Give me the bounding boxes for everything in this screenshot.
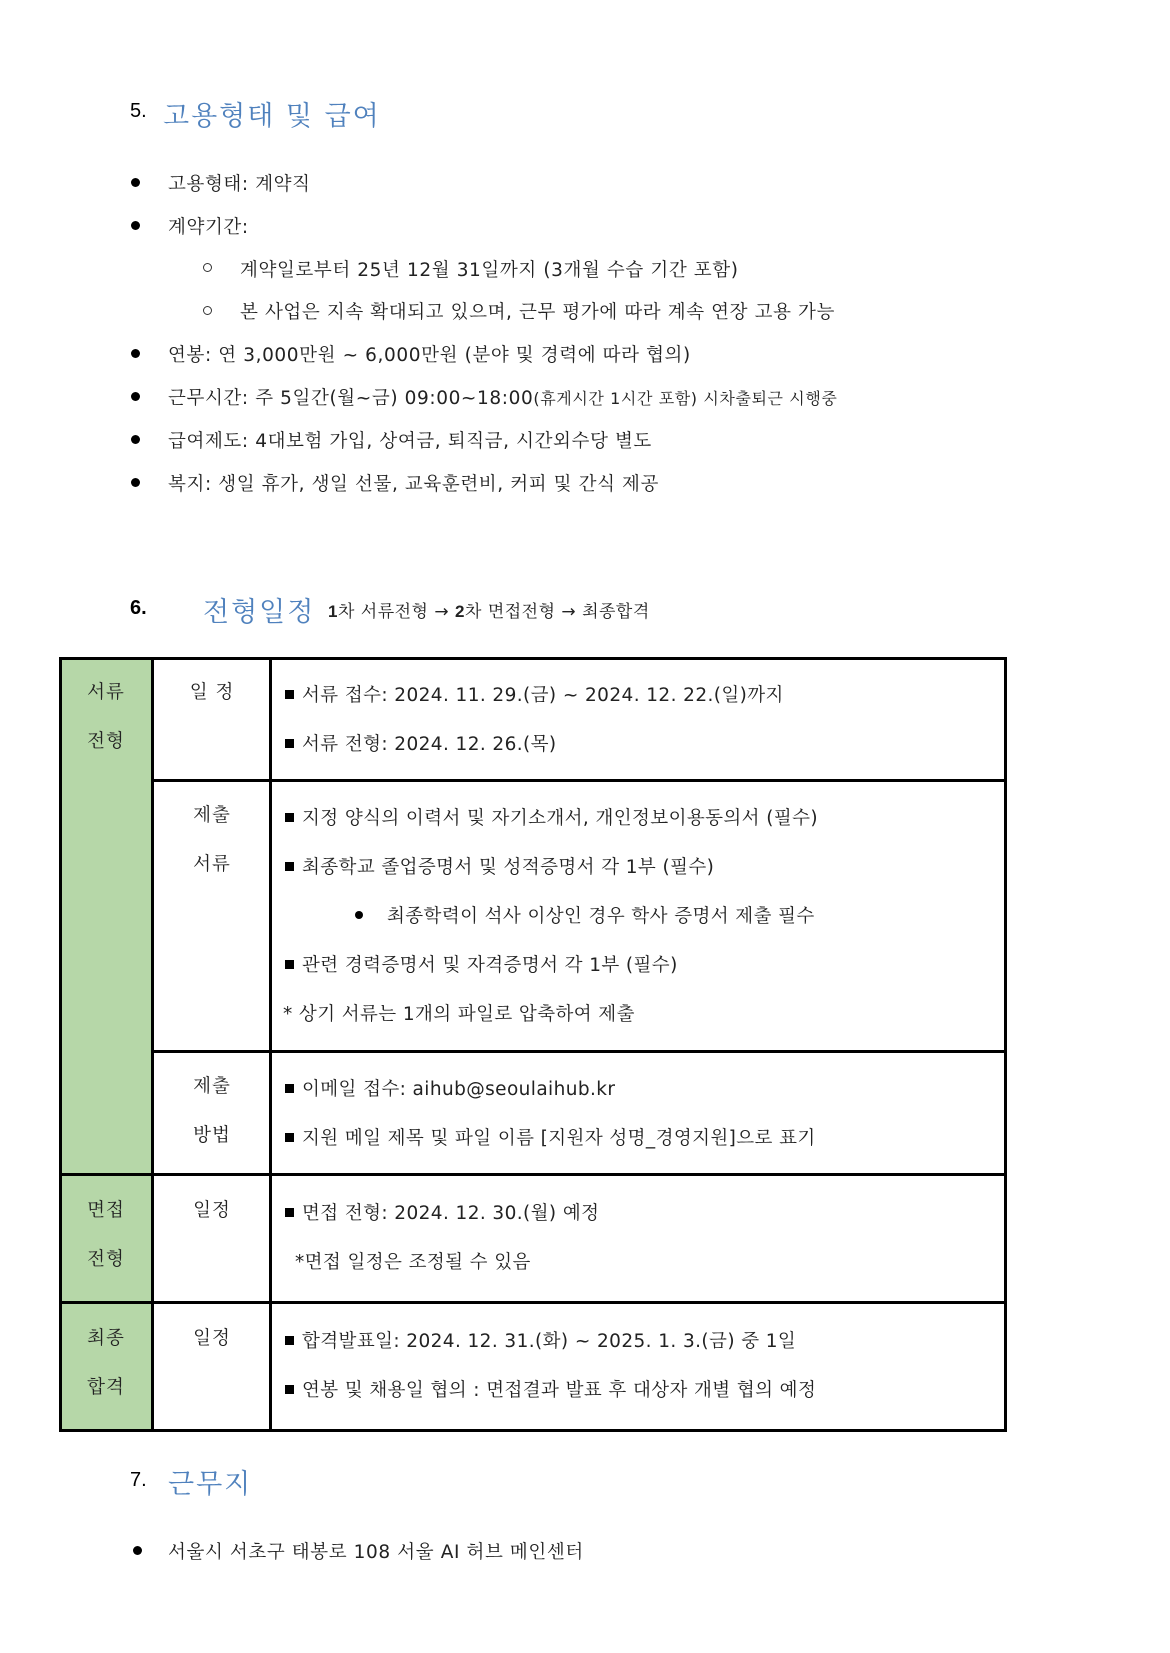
bullet-icon — [131, 392, 140, 401]
sub-documents — [153, 791, 271, 889]
category-final — [59, 1314, 153, 1412]
bullet-icon — [131, 349, 140, 358]
table-border — [1004, 657, 1007, 1432]
sub-label: 일 정 — [189, 682, 235, 703]
square-bullet-icon — [285, 1336, 294, 1345]
square-bullet-icon — [285, 813, 294, 822]
line-text: 합격발표일: 2024. 12. 31.(화) ~ 2025. 1. 3.(금) 중 1일 — [302, 1331, 797, 1352]
category-label: 서류 — [87, 682, 125, 703]
line-text: 서류 전형: 2024. 12. 26.(목) — [302, 734, 557, 755]
bullet-icon — [131, 478, 140, 487]
line-text: 연봉 및 채용일 협의 : 면접결과 발표 후 대상자 개별 협의 예정 — [302, 1380, 817, 1401]
item-label: 급여제도: — [168, 431, 249, 452]
item-label: 복지: — [168, 474, 212, 495]
table-row-line — [285, 1376, 816, 1402]
sub-label: 제출 — [193, 805, 231, 826]
bullet-icon — [131, 221, 140, 230]
item-value: 연 3,000만원 ~ 6,000만원 (분야 및 경력에 따라 협의) — [211, 345, 691, 366]
table-row-line — [285, 681, 784, 707]
sub-schedule — [153, 668, 271, 717]
line-text: 면접 전형: 2024. 12. 30.(월) 예정 — [302, 1203, 600, 1224]
sub-method — [153, 1062, 271, 1160]
sub-label: 일정 — [193, 1328, 231, 1349]
table-border — [59, 657, 1007, 660]
selection-flow — [328, 597, 650, 622]
item-label: 고용형태: — [168, 174, 249, 195]
hollow-bullet-icon — [203, 306, 212, 315]
line-text: 이메일 접수: aihub@seoulaihub.kr — [302, 1079, 616, 1100]
step-2-number: 2 — [455, 602, 466, 621]
sub-list-item: 본 사업은 지속 확대되고 있으며, 근무 평가에 따라 계속 연장 고용 가능 — [240, 302, 835, 323]
list-item-working-hours — [168, 384, 837, 410]
sub-label: 일정 — [193, 1200, 231, 1221]
category-label: 합격 — [87, 1377, 125, 1398]
square-bullet-icon — [285, 1208, 294, 1217]
item-note: (휴게시간 1시간 포함) 시차출퇴근 시행중 — [533, 389, 838, 408]
line-text: 최종학교 졸업증명서 및 성적증명서 각 1부 (필수) — [302, 857, 715, 878]
line-text: 관련 경력증명서 및 자격증명서 각 1부 (필수) — [302, 955, 678, 976]
item-value: 주 5일간(월~금) 09:00~18:00 — [248, 388, 534, 409]
table-divider — [151, 779, 1007, 782]
table-divider — [59, 1173, 1007, 1176]
table-row-line — [285, 1199, 599, 1225]
table-border — [59, 1429, 1007, 1432]
item-label: 근무시간: — [168, 388, 249, 409]
line-text: 지원 메일 제목 및 파일 이름 [지원자 성명_경영지원]으로 표기 — [302, 1128, 816, 1149]
table-row-line — [285, 951, 678, 977]
item-value: 4대보험 가입, 상여금, 퇴직금, 시간외수당 별도 — [248, 431, 652, 452]
line-text: 지정 양식의 이력서 및 자기소개서, 개인정보이용동의서 (필수) — [302, 808, 818, 829]
square-bullet-icon — [285, 862, 294, 871]
section-7-title: 근무지 — [168, 1469, 253, 1500]
section-7-number: 7. — [130, 1469, 147, 1491]
category-interview — [59, 1186, 153, 1284]
table-row-line — [285, 1075, 615, 1101]
sub-label: 서류 — [193, 854, 231, 875]
square-bullet-icon — [285, 1084, 294, 1093]
item-value: 계약직 — [248, 174, 311, 195]
table-border — [59, 657, 62, 1432]
list-item-pay-system — [168, 427, 652, 453]
step-1-number: 1 — [328, 602, 338, 621]
sub-label: 제출 — [193, 1076, 231, 1097]
table-row-note: * 상기 서류는 1개의 파일로 압축하여 제출 — [283, 1004, 635, 1025]
section-5-title: 고용형태 및 급여 — [163, 101, 381, 132]
selection-schedule-table — [59, 657, 1007, 1432]
sub-interview-schedule — [153, 1186, 271, 1235]
category-document-screening — [59, 668, 153, 766]
square-bullet-icon — [285, 1133, 294, 1142]
bullet-icon — [133, 1546, 142, 1555]
list-item-welfare — [168, 470, 659, 496]
item-value: 생일 휴가, 생일 선물, 교육훈련비, 커피 및 간식 제공 — [211, 474, 659, 495]
bullet-icon — [131, 435, 140, 444]
category-label: 전형 — [87, 1249, 125, 1270]
table-divider — [151, 657, 154, 1432]
bullet-icon — [355, 911, 363, 919]
list-item-employment-type — [168, 170, 311, 196]
square-bullet-icon — [285, 1385, 294, 1394]
table-row-line — [285, 1327, 796, 1353]
table-row-line — [285, 730, 557, 756]
sub-label: 방법 — [193, 1125, 231, 1146]
table-row-line — [285, 1124, 816, 1150]
item-label: 계약기간: — [168, 217, 249, 238]
category-label: 최종 — [87, 1328, 125, 1349]
table-row-line — [285, 804, 818, 830]
step-1-text: 차 서류전형 → — [337, 602, 456, 622]
line-text: 서류 접수: 2024. 11. 29.(금) ~ 2024. 12. 22.(일)까지 — [302, 685, 784, 706]
list-item-location: 서울시 서초구 태봉로 108 서울 AI 허브 메인센터 — [168, 1542, 584, 1563]
table-divider — [269, 657, 272, 1432]
list-item-contract-period — [168, 213, 249, 239]
square-bullet-icon — [285, 960, 294, 969]
square-bullet-icon — [285, 739, 294, 748]
section-5-number: 5. — [130, 100, 147, 122]
category-label: 전형 — [87, 731, 125, 752]
square-bullet-icon — [285, 690, 294, 699]
hollow-bullet-icon — [203, 263, 212, 272]
table-row-note: *면접 일정은 조정될 수 있음 — [295, 1252, 531, 1273]
bullet-icon — [131, 178, 140, 187]
sub-list-item: 계약일로부터 25년 12월 31일까지 (3개월 수습 기간 포함) — [240, 260, 739, 281]
step-2-text: 차 면접전형 → 최종합격 — [465, 602, 650, 622]
sub-final-schedule — [153, 1314, 271, 1363]
table-row-line — [285, 853, 714, 879]
section-6-number: 6. — [130, 597, 147, 619]
line-text: 최종학력이 석사 이상인 경우 학사 증명서 제출 필수 — [387, 906, 815, 927]
table-divider — [59, 1301, 1007, 1304]
table-divider — [151, 1050, 1007, 1053]
list-item-salary — [168, 341, 691, 367]
item-label: 연봉: — [168, 345, 212, 366]
table-row-nested-line — [355, 902, 815, 928]
section-6-title: 전형일정 — [203, 597, 316, 628]
category-label: 면접 — [87, 1200, 125, 1221]
